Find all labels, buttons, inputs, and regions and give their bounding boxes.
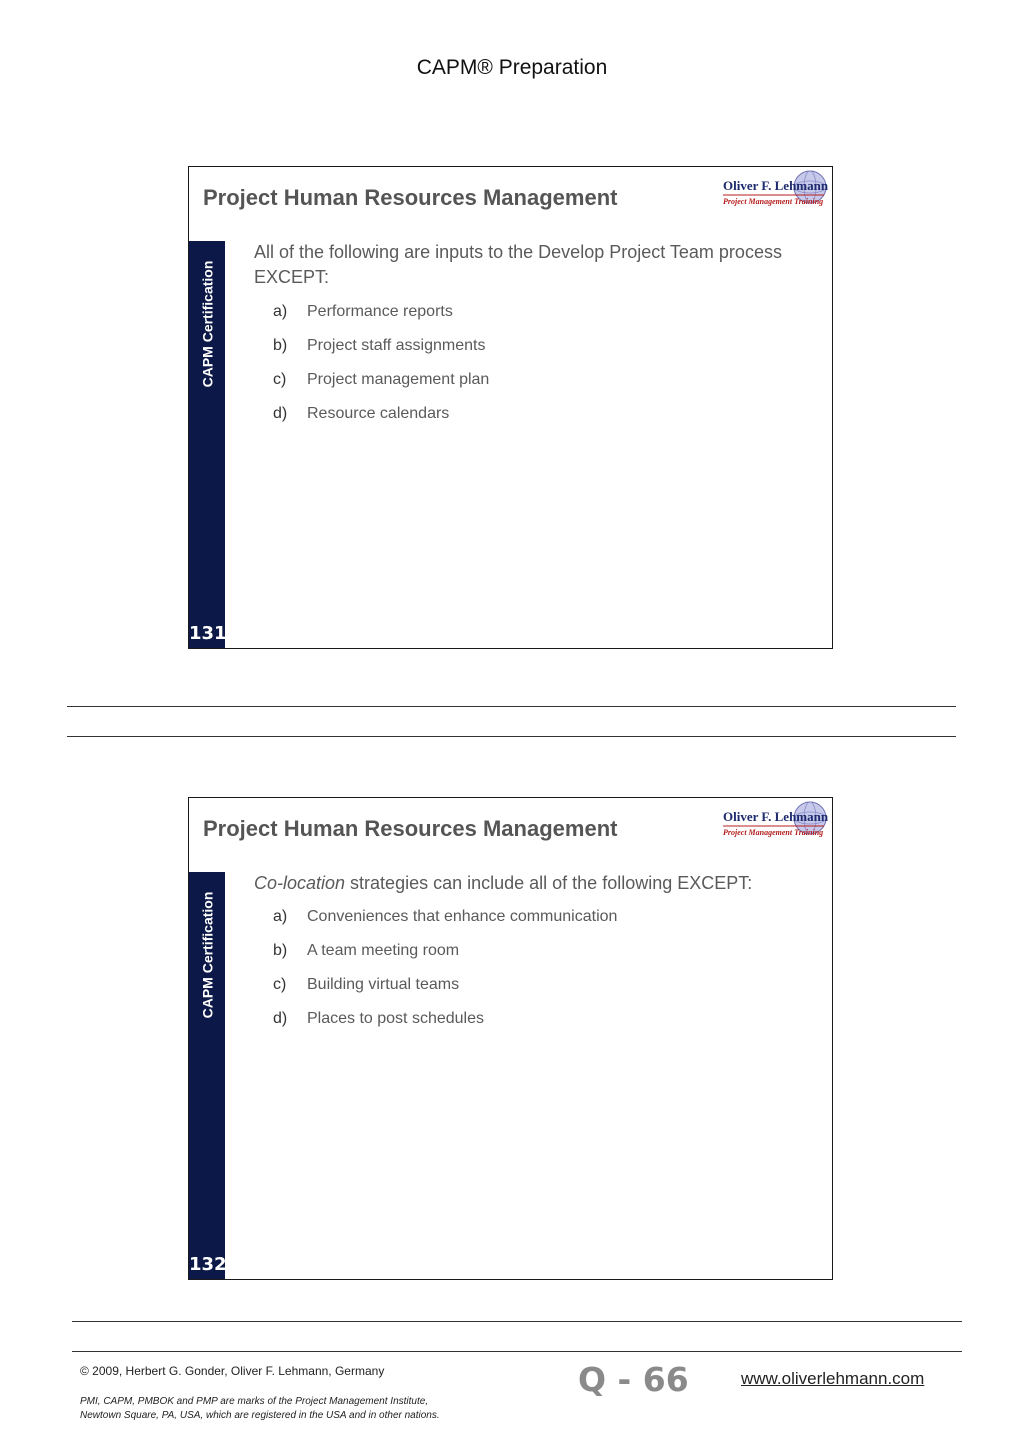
divider-line xyxy=(72,1321,962,1322)
slide-number: 132 xyxy=(189,1254,227,1275)
option-a: a) Conveniences that enhance communication xyxy=(273,908,618,925)
question-text: All of the following are inputs to the Develop Project Team process EXCEPT: xyxy=(254,242,782,287)
divider-line xyxy=(67,736,956,737)
oliver-lehmann-logo xyxy=(720,800,830,842)
divider-line xyxy=(67,706,956,707)
sidebar xyxy=(189,241,225,648)
question-emphasis: Co-location xyxy=(254,873,346,893)
svg-text:Project Management Training: Project Management Training xyxy=(723,828,824,837)
svg-text:Oliver F. Lehmann: Oliver F. Lehmann xyxy=(723,178,829,193)
footer-copyright: © 2009, Herbert G. Gonder, Oliver F. Lehmann, Germany xyxy=(80,1364,385,1378)
option-b: b) Project staff assignments xyxy=(273,337,486,354)
slide-131 xyxy=(188,166,833,649)
option-b: b) A team meeting room xyxy=(273,942,460,959)
page-label: Q - 66 xyxy=(578,1360,689,1399)
sidebar-label: CAPM Certification xyxy=(199,260,216,388)
svg-text:Project Management Training: Project Management Training xyxy=(723,197,824,206)
slide-title: Project Human Resources Management xyxy=(203,185,618,210)
option-c: c) Building virtual teams xyxy=(273,976,460,993)
question-text: Co-location strategies can include all of the following EXCEPT: xyxy=(254,873,753,893)
slide-132 xyxy=(188,797,833,1280)
answer-options xyxy=(273,908,617,1044)
page-header: CAPM® Preparation xyxy=(416,56,608,79)
sidebar-label: CAPM Certification xyxy=(199,891,216,1019)
website-link[interactable]: www.oliverlehmann.com xyxy=(741,1369,925,1388)
option-d: d) Resource calendars xyxy=(273,405,450,422)
answer-options xyxy=(273,303,489,439)
sidebar xyxy=(189,872,225,1279)
option-d: d) Places to post schedules xyxy=(273,1010,484,1027)
option-a: a) Performance reports xyxy=(273,303,453,320)
slide-number: 131 xyxy=(189,623,227,644)
slide-title: Project Human Resources Management xyxy=(203,816,618,841)
option-c: c) Project management plan xyxy=(273,371,490,388)
footer-trademark-notice: PMI, CAPM, PMBOK and PMP are marks of the Project Management Institute, Newtown Square, PA, USA, which are registered in the USA and in other nations. xyxy=(80,1396,440,1421)
svg-text:Oliver F. Lehmann: Oliver F. Lehmann xyxy=(723,809,829,824)
divider-line xyxy=(72,1351,962,1352)
oliver-lehmann-logo xyxy=(720,169,830,211)
